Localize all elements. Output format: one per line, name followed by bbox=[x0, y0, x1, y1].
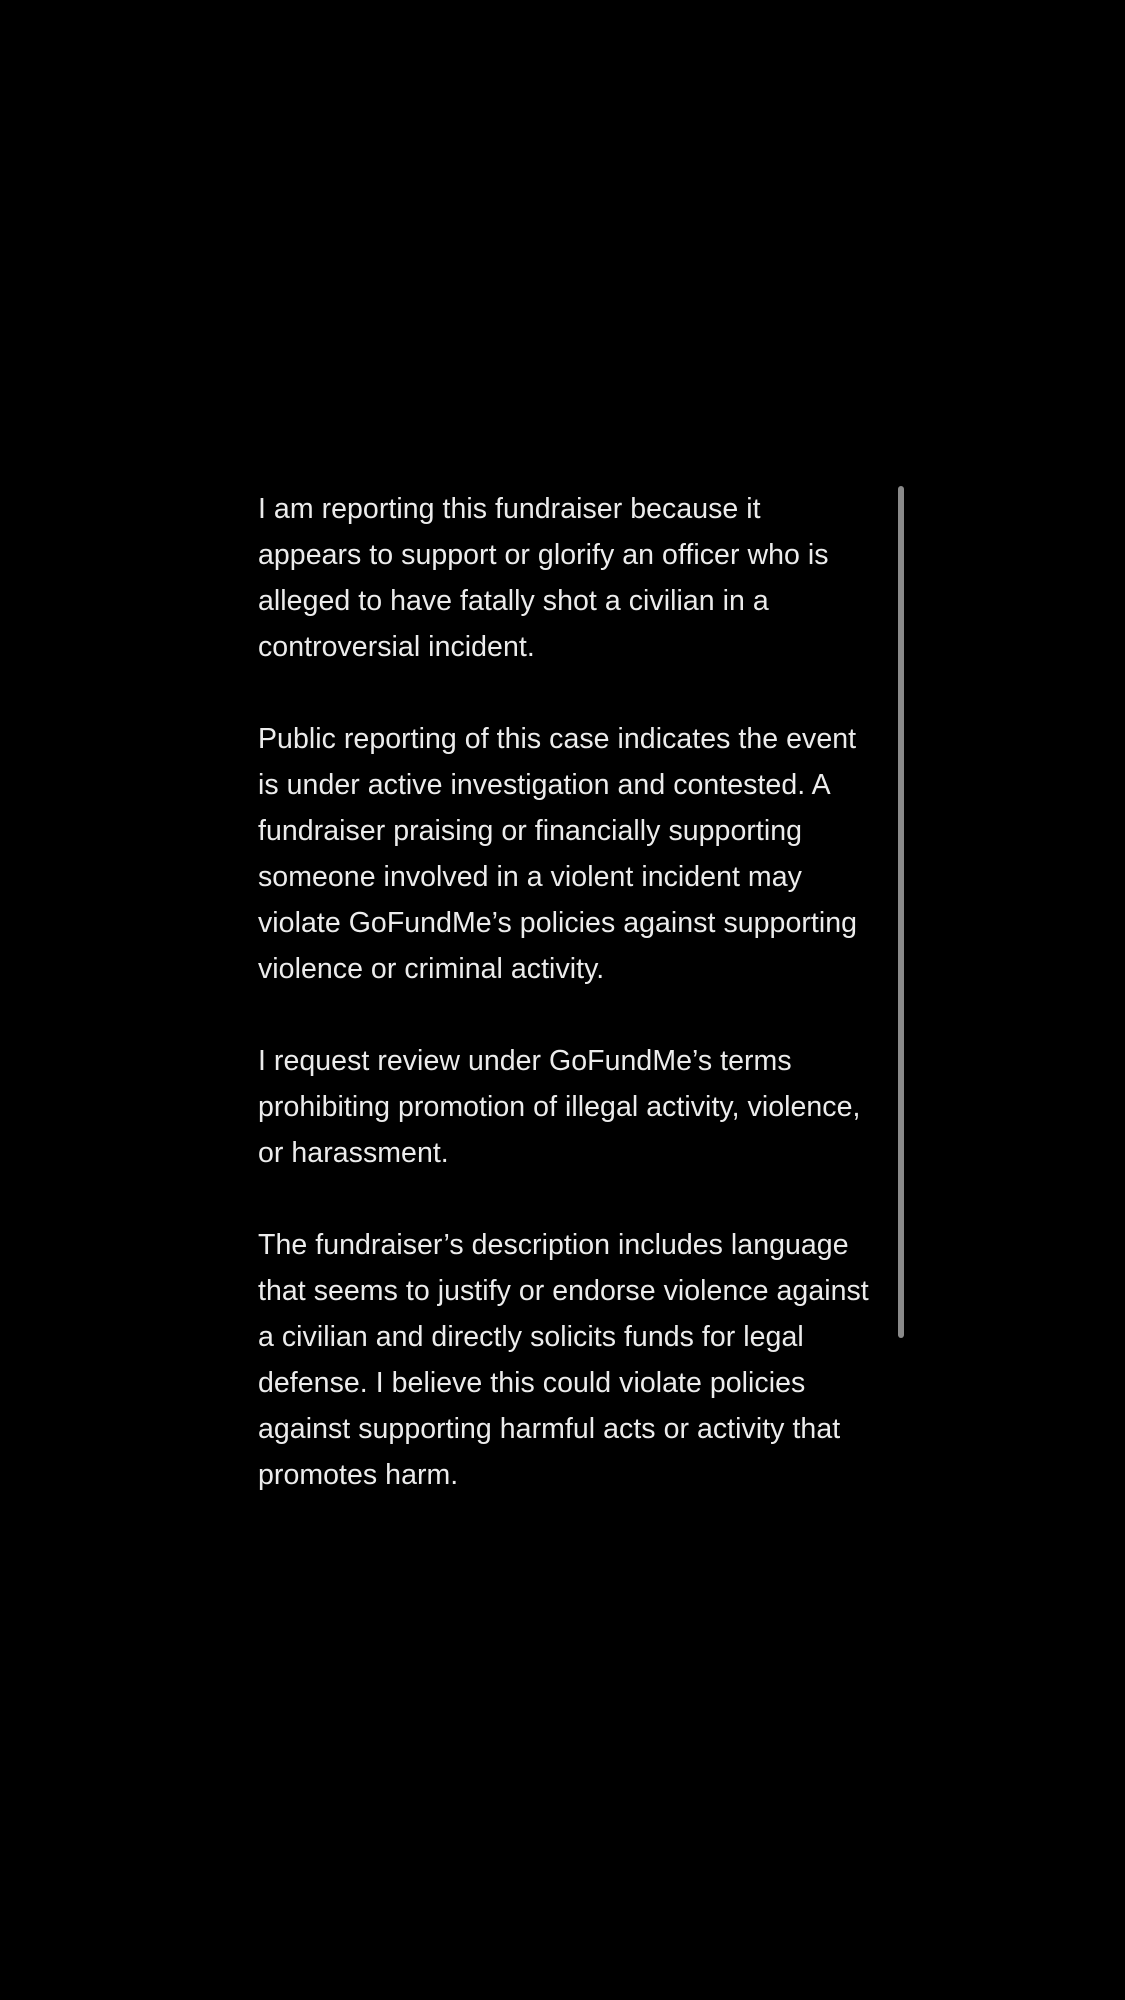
report-paragraph-3: I request review under GoFundMe’s terms prohibiting promotion of illegal activity, violence, or harassment. bbox=[258, 1045, 861, 1169]
report-text-body bbox=[258, 486, 870, 1498]
vertical-scrollbar[interactable] bbox=[898, 486, 904, 1338]
report-paragraph-1: I am reporting this fundraiser because it appears to support or glorify an officer who is alleged to have fatally shot a civilian in a controversial incident. bbox=[258, 493, 829, 663]
report-paragraph-4: The fundraiser’s description includes language that seems to justify or endorse violence against a civilian and directly solicits funds for legal defense. I believe this could violate policies against supporting harmful acts or activity that promotes harm. bbox=[258, 1229, 869, 1491]
report-text-panel[interactable] bbox=[258, 486, 908, 1566]
report-paragraph-2: Public reporting of this case indicates the event is under active investigation and contested. A fundraiser praising or financially supporting someone involved in a violent incident may violate GoFundMe’s policies against supporting violence or criminal activity. bbox=[258, 723, 858, 985]
